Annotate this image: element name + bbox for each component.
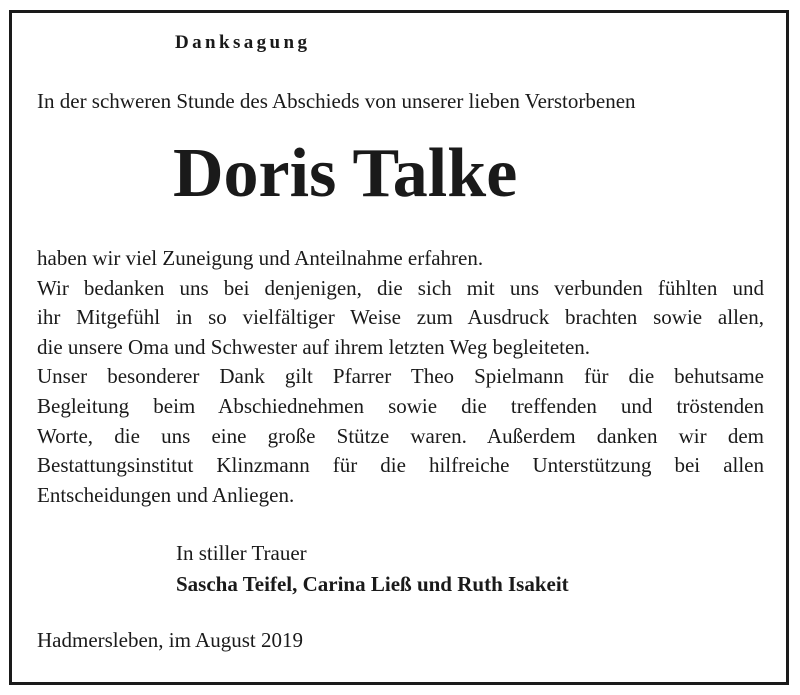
- closing-phrase: In stiller Trauer: [176, 541, 307, 565]
- body-line: Unser besonderer Dank gilt Pfarrer Theo Spielmann für die behutsame: [37, 364, 764, 389]
- body-line: Wir bedanken uns bei denjenigen, die sich mit uns verbunden fühlten und: [37, 275, 764, 300]
- notice-heading: Danksagung: [175, 32, 311, 53]
- body-line: Bestattungsinstitut Klinzmann für die hilfreiche Unterstützung bei allen: [37, 453, 764, 478]
- intro-text: In der schweren Stunde des Abschieds von unserer lieben Verstorbenen: [37, 89, 636, 113]
- body-line: ihr Mitgefühl in so vielfältiger Weise zum Ausdruck brachten sowie allen,: [37, 305, 764, 330]
- signatories: Sascha Teifel, Carina Ließ und Ruth Isakeit: [176, 572, 569, 596]
- body-line: haben wir viel Zuneigung und Anteilnahme erfahren.: [37, 246, 484, 270]
- closing-block: [176, 538, 569, 600]
- body-line: Entscheidungen und Anliegen.: [37, 482, 295, 507]
- body-line: Worte, die uns eine große Stütze waren. Außerdem danken wir dem: [37, 423, 764, 448]
- body-line: Begleitung beim Abschiednehmen sowie die treffenden und tröstenden: [37, 393, 764, 418]
- body-line: die unsere Oma und Schwester auf ihrem letzten Weg begleiteten.: [37, 334, 591, 359]
- place-and-date: Hadmersleben, im August 2019: [37, 628, 303, 652]
- thanks-body: [37, 244, 764, 510]
- deceased-name: Doris Talke: [173, 135, 518, 212]
